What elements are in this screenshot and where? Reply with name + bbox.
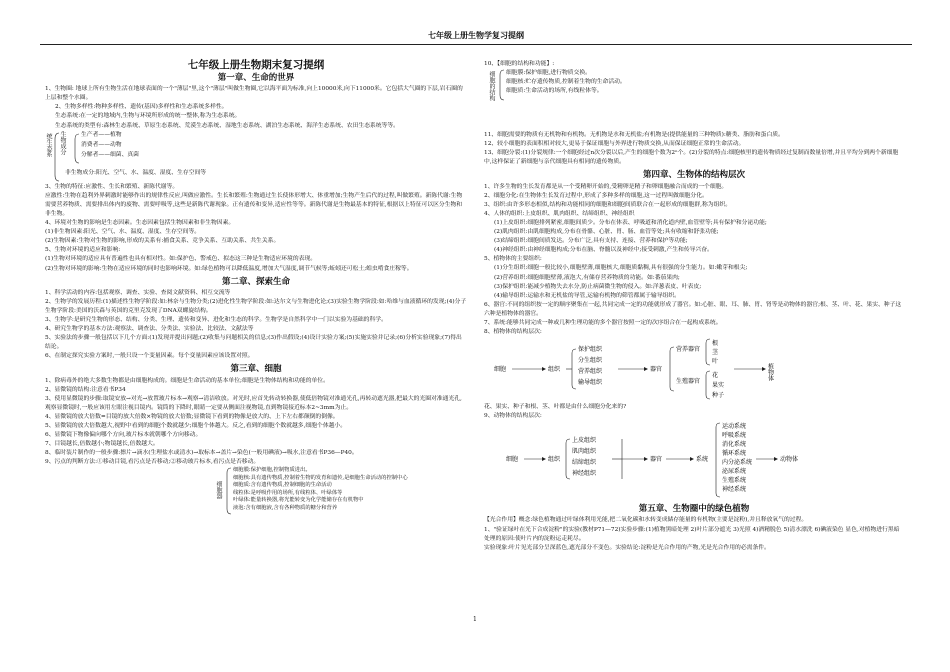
paragraph: 13、细胞分裂:(1)分裂规律:一个细胞经过n次分裂以后,产生的细胞个数为2ⁿ个。(2)分裂的特点:细胞核里的遗传物质经过复制而数量倍增,并且平均分到两个新细胞中,这样保证了新细胞与亲代细胞具有相同的遗传物质。 [484, 150, 899, 166]
animal-tissue: 组织 [548, 456, 561, 464]
plant-tissue-item: 营养组织 [578, 368, 603, 376]
paragraph: 应激性:生物在趋利外界刺激时能够作出的规律性反应,叫做应激性。生长和繁殖:生物通过生长使体形增大、体重增加;生物产生后代的过程,叫做繁殖。新陈代谢:生物需要营养物质、需要排出体内的废物、需要呼吸等,这些是新陈代谢现象。正有遗传和变异,适应性等等。新陈代谢是生物最基本的特征,根据以上特征可以区分生物和非生物。 [45, 192, 463, 217]
paragraph: (3)结缔组织:细胞间质发达。分布广泛,具有支持、连接、营养和保护等功能; [494, 238, 688, 245]
paragraph: (2)生物因素:生物对生物的影响,形成的关系有:捕食关系、竞争关系、互助关系、共生关系。 [45, 238, 280, 245]
plant-veg-organ: 营养器官 [676, 346, 701, 354]
organelle-item: 细胞核:具有遗传物质,控制着生物的发育和遗传,是细胞生命活动的控制中心 [233, 474, 408, 481]
paragraph: 生态系统:在一定的地域内,生物与环境所形成的统一整体,称为生态系统。 [55, 113, 241, 120]
chapter-5-heading: 第五章、生物圈中的绿色植物 [638, 504, 750, 515]
paragraph: 3、生物学:是研究生物的形态、结构、分类、生理、遗传和变异、进化和生态的科学。生物学是自然科学中一门以实验为基础的科学。 [45, 316, 387, 323]
animal-system-item: 内分泌系统 [722, 459, 753, 467]
plant-hierarchy-diagram [484, 337, 904, 403]
organelle-label: 细胞器 [215, 481, 222, 500]
paragraph: 生态系统的类型有:森林生态系统、草原生态系统、荒漠生态系统、湿地生态系统、湖泊生态系统、海洋生态系统、农田生态系统等等。 [55, 122, 399, 129]
plant-organ: 器官 [650, 366, 663, 374]
tree-bio-label: 生物成分 [59, 130, 66, 155]
animal-tissue-item: 肌肉组织 [572, 448, 597, 456]
animal-system-item: 循环系统 [722, 450, 747, 458]
tree-root-label: 统生态系 [45, 132, 52, 157]
cell-structure-box [484, 69, 904, 105]
paragraph: 4、环境对生物的影响是生态因素。生态因素包括生物因素和非生物因素。 [45, 220, 235, 227]
chapter-2-heading: 第二章、探索生命 [221, 276, 290, 287]
plant-rep-item: 种子 [712, 392, 725, 400]
paragraph: 3、组织:由许多形态相似,结构和功能相同的细胞和细胞间质联合在一起形成的细胞群,称为组织。 [484, 201, 731, 208]
paragraph: (1)非生物因素:阳光、空气、水、温度、湿度、生存空间等。 [45, 229, 201, 236]
chapter-4-heading: 第四章、生物体的结构层次 [642, 170, 745, 181]
paragraph: (2)肌肉组织:由肌细胞构成,分布在骨骼、心脏、胃、肠、血管等处;具有收缩和舒张功能; [494, 229, 719, 236]
organelle-item: 线粒体:是呼吸作用的场所,有线粒体、叶绿体等 [233, 489, 343, 496]
animal-system-item: 神经系统 [722, 486, 747, 494]
chapter-3-heading: 第三章、细胞 [230, 364, 282, 375]
organelle-box [215, 467, 467, 527]
plant-tissue: 组织 [548, 366, 561, 374]
paragraph: 2、生物学的发展历程:(1)描述性生物学阶段:如:林奈与生物分类;(2)进化性生物学阶段:如:达尔文与生物进化论;(3)实验生物学阶段:如:哈维与血液循环的发现;(4)分子生物学阶段:美国的沃森与英国的克里克发现了DNA双螺旋结构。 [45, 298, 467, 314]
animal-cell: 细胞 [506, 456, 519, 464]
plant-veg-item: 根 [712, 340, 719, 348]
cell-part: 细胞核:贮存遗传物质,控制着生物的生命活动。 [506, 79, 626, 86]
paragraph: 8、植物体的结构层次: [484, 329, 542, 336]
tree-decomposer: 分解者——细菌、真菌 [81, 151, 139, 158]
animal-tissue-item: 结缔组织 [572, 459, 597, 467]
left-column [45, 60, 467, 527]
plant-veg-item: 叶 [712, 358, 719, 366]
paragraph: (1)分生组织:细胞一般比较小,细胞壁薄,细胞核大,细胞质黏稠,具有很强的分生能力。如:嫩芽和根尖; [494, 265, 748, 272]
paragraph: 9、动物体的结构层次: [484, 413, 542, 420]
organelle-item: 细胞膜:保护细胞,控制物质进出。 [233, 467, 311, 474]
cell-structure-label: 细胞的结构 [488, 71, 495, 102]
paragraph: 4、显微镜的放大倍数=目镜的放大倍数×物镜的放大倍数;显微镜下看到的物像是放大的、上下左右都颠倒的倒像。 [45, 413, 339, 420]
plant-tissue-item: 保护组织 [578, 346, 603, 354]
animal-tissue-item: 神经组织 [572, 470, 597, 478]
paragraph: 11、细胞需要的物质有无机物和有机物。无机物是水和无机盐;有机物是(提供能量的三种物质):糖类、脂肪和蛋白质。 [484, 132, 784, 139]
plant-rep-item: 花 [712, 372, 719, 380]
tree-consumer: 消费者——动物 [81, 141, 122, 148]
paragraph: (3)保护组织:能减少植物失去水分,防止病菌微生物的侵入。如:洋葱表皮、叶表皮; [494, 283, 702, 290]
cell-part: 细胞质:生命活动的场所,有线粒体等。 [506, 88, 603, 95]
paragraph: 1、除病毒外的绝大多数生物都是由细胞构成的。细胞是生命活动的基本单位;细胞是生物体结构和功能的单位。 [45, 377, 329, 384]
paragraph: 6、显微镜下物像偏向哪个方向,玻片标本就朝哪个方向移动。 [45, 432, 202, 439]
animal-system-item: 泌尿系统 [722, 468, 747, 476]
paragraph: 2、显微镜的结构:注意看书P34 [45, 386, 126, 393]
plant-veg-item: 茎 [712, 349, 719, 357]
plant-tissue-item: 分生组织 [578, 357, 603, 365]
paragraph: 5、植物体的主要组织: [484, 256, 542, 263]
paragraph: 6、在制定探究实验方案时,一般只设一个变量因素。每个变量因素应该设置对照。 [45, 353, 254, 360]
plant-rep-item: 果实 [712, 382, 725, 390]
animal-hierarchy-diagram [484, 421, 904, 501]
plant-cell: 细胞 [494, 366, 507, 374]
paragraph: 12、较小细胞的表面积相对较大,更易于保证细胞与外界进行物质交换,从而保证细胞正常的生命活动。 [484, 141, 745, 148]
paragraph: 1、"验证绿叶在光下合成淀粉"的实验(教材P71—72)实验步骤:(1)植物黑暗处理 2)叶片部分遮光 3)光照 4)酒精脱色 5)清水漂洗 6)碘液染色 显色,对植物进行黑暗处理的原因:使叶片内的淀粉运走耗尽。 [484, 526, 900, 542]
animal-system-item: 消化系统 [722, 441, 747, 449]
paragraph: 3、使用显微镜的步骤:取镜安放→对光→放置玻片标本→观察→清洁收放。对光时,应首先转动转换器,使低倍物镜对准通光孔,再转动遮光器,把最大的光圈对准通光孔,观察显微镜时,一般应该用左眼注视目镜内。镜筒的下降时,眼睛一定要从侧面注视物镜,直到物镜接近标本2~3mm为止。 [45, 395, 462, 411]
paragraph: (1)生物对环境的适应具有普遍性也具有相对性。如:保护色、警戒色、拟态这三种是生物适应环境的表现。 [45, 256, 317, 263]
tree-producer: 生产者——植物 [81, 131, 122, 138]
paragraph: 5、显微镜的放大倍数越大,视野中看到的细胞个数就越少;细胞个体越大。反之,看到的细胞个数就越多,细胞个体越小。 [45, 423, 347, 429]
paragraph: 实验现象:叶片见光部分呈深蓝色,遮光部分不变色。实验结论:淀粉是光合作用的产物,光是光合作用的必需条件。 [484, 544, 770, 551]
page-number: 1 [473, 616, 477, 623]
paragraph: 4、研究生物学的基本方法:观察法、调查法、分类法、实验法、比较法、文献法等 [45, 326, 254, 333]
doc-title: 七年级上册生物期末复习提纲 [187, 59, 325, 71]
paragraph: 4、人体的组织:上皮组织、肌肉组织、结缔组织、神经组织 [484, 210, 635, 217]
paragraph: 花、果实、种子和根、茎、叶都是由什么细胞分化来的? [484, 404, 627, 411]
cell-part: 细胞膜:保护细胞,进行物质交换。 [506, 70, 591, 77]
paragraph: 5、实验法的步骤一般包括以下几个方面:(1)发现并提出问题;(2)收集与问题相关的信息;(3)作出假设;(4)设计实验方案;(5)实施实验并记录;(6)分析实验现象;(7)得出结论。 [45, 335, 462, 351]
right-column [484, 60, 904, 553]
paragraph: (2)生物对环境的影响:生物在适应环境的同时也影响环境。如:绿色植物可以降低温度,增加大气湿度,调节气候等;蚯蚓还可松土;蝗虫啃食庄稼等。 [45, 265, 413, 272]
animal-system-item: 运动系统 [722, 423, 747, 431]
paragraph: 2、生物多样性:物种多样性、遗传(基因)多样性和生态系统多样性。 [55, 104, 228, 111]
organelle-item: 叶绿体:能量转换器,将光能转变为化学能储存在有机物中 [233, 497, 364, 504]
paragraph: 7、目镜越长,倍数越小;物镜越长,倍数越大。 [45, 441, 159, 448]
paragraph: 2、细胞分化:在生物体生长发育过程中,形成了多种多样的细胞,这一过程叫做细胞分化。 [484, 192, 708, 199]
plant-rep-organ: 生殖器官 [676, 378, 701, 386]
paragraph: (1)上皮组织:细胞排列紧密,细胞间质少。分布在体表、呼吸道和消化道内壁,血管壁等;具有保护和分泌功能; [494, 219, 767, 226]
chapter-1-heading: 第一章、生命的世界 [217, 73, 295, 84]
animal-system: 系统 [696, 456, 709, 464]
animal-system-item: 生殖系统 [722, 477, 747, 485]
organelle-item: 液泡:含有细胞液,含有各种物质的糖分和营养 [233, 504, 338, 511]
page-header: 七年级上册生物学复习提纲 [40, 30, 912, 45]
paragraph: 8、临时装片制作的一般步骤:擦片→滴水(生理盐水或清水)→取标本→盖片→染色(一般用碘液)→吸水,注意看书P36—P40。 [45, 450, 358, 457]
paragraph: 6、器官:不同的组织按一定的顺序聚集在一起,共同完成一定的功能就形成了器官。如:心脏、眼、耳、肺、胃、肾等是动物体的器官;根、茎、叶、花、果实、种子这六种是植物体的器官。 [484, 301, 902, 317]
paragraph: 7、系统:能够共同完成一种或几种生理功能的多个器官按照一定的次序组合在一起构成系统。 [484, 319, 722, 326]
plant-body: 植物体 [766, 363, 774, 382]
paragraph: 【光合作用】概念:绿色植物通过叶绿体利用光能,把二氧化碳和水转变成储存能量的有机物(主要是淀粉),并且释放氧气的过程。 [484, 517, 808, 524]
organelle-brace [225, 467, 233, 515]
paragraph: 9、污点的判断方法:①移动目镜,看污点是否移动;②移动玻片标本,看污点是否移动。 [45, 459, 260, 466]
organelle-item: 细胞质:含有遗传物质,控制细胞的生命活动 [233, 482, 332, 489]
paragraph: 1、科学活动的内容:包括观察、调查、实验、查阅文献资料、相互交流等 [45, 289, 231, 296]
paragraph: 1、生物圈: 地球上所有生物生活在地球表面的一个"薄层"里,这个"薄层"叫做生物圈,它以海平面为标准,向上10000米,向下11000米。它包括大气圈的下层,岩石圈的上层和整个水圈。 [45, 86, 463, 102]
paragraph: (4)神经组织:由神经细胞构成;分布在脑、脊髓以及神经中;接受刺激,产生和传导兴奋。 [494, 247, 713, 254]
animal-body: 动物体 [780, 456, 799, 464]
paragraph: 10、【细胞的结构和功能】: [484, 61, 555, 67]
plant-tissue-item: 输导组织 [578, 379, 603, 387]
ecosystem-tree [45, 131, 467, 183]
paragraph: 1、许多生物的生长发育都是从一个受精卵开始的,受精卵是精子和卵细胞融合而成的一个细胞。 [484, 183, 728, 190]
tree-abiotic: 非生物成分:阳光、空气、水、温度、湿度、生存空间等 [65, 169, 207, 176]
paragraph: (4)输导组织:运输水和无机盐的导管,运输有机物的筛管都属于输导组织。 [494, 292, 680, 299]
animal-system-item: 呼吸系统 [722, 432, 747, 440]
animal-organ: 器官 [650, 456, 663, 464]
paragraph: 5、生物对环境的适应和影响: [45, 247, 121, 254]
animal-tissue-item: 上皮组织 [572, 437, 597, 445]
cell-brace [498, 69, 506, 101]
paragraph: (2)营养组织:细胞细胞壁薄,液泡大,有储存营养物质的功能。如:番茄果肉; [494, 274, 680, 281]
paragraph: 3、生物的特征:应激性、生长和繁殖、新陈代谢等。 [45, 183, 179, 190]
